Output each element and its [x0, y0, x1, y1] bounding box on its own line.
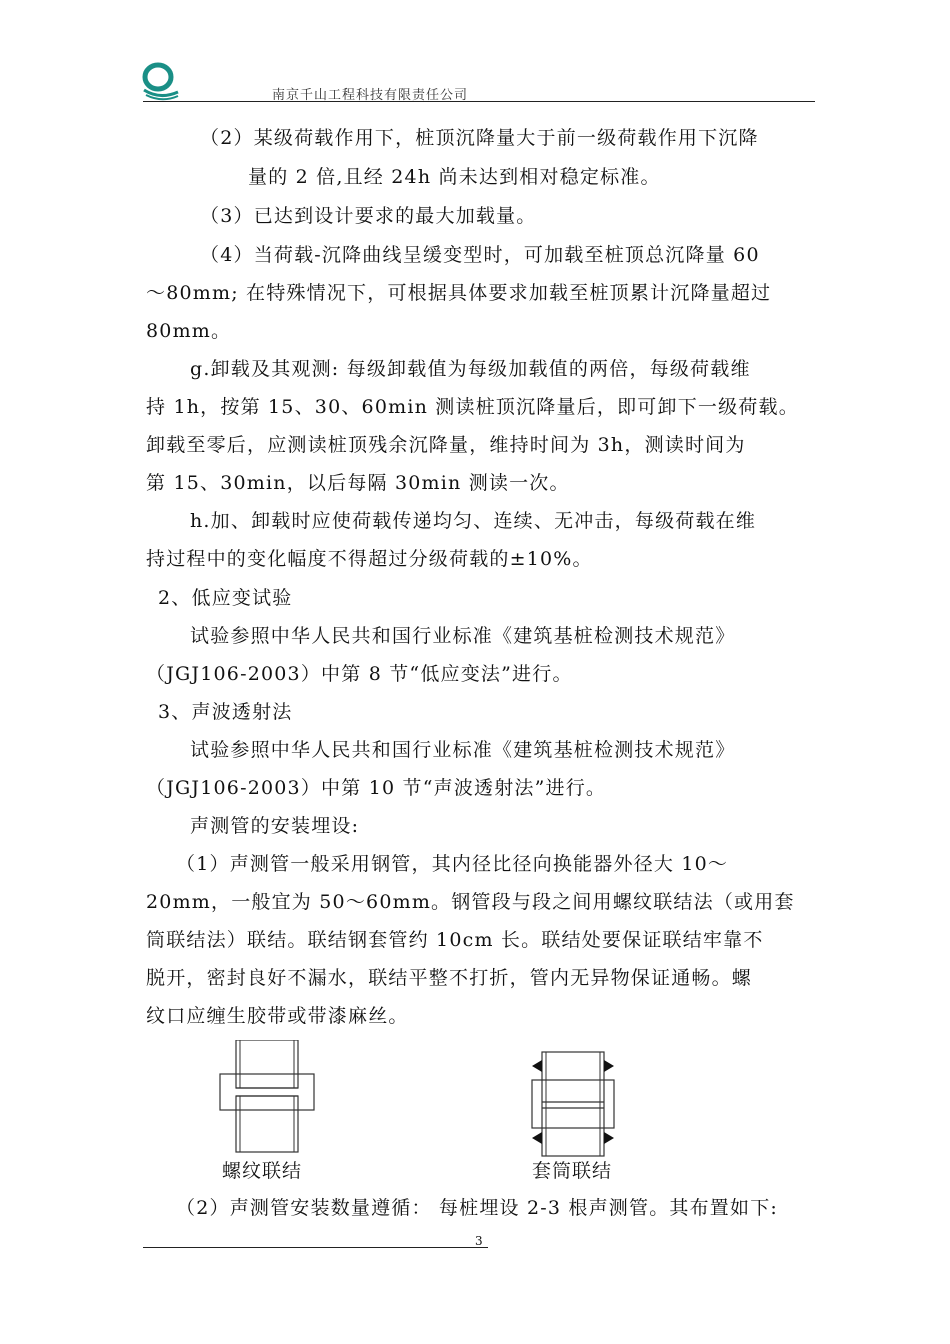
threaded-joint-label: 螺纹联结 [222, 1160, 303, 1182]
company-logo [140, 62, 180, 102]
body-line: （2）声测管安装数量遵循： 每桩埋设 2-3 根声测管。其布置如下: [176, 1197, 779, 1219]
page-number: 3 [475, 1234, 483, 1248]
body-line: 卸载至零后，应测读桩顶残余沉降量，维持时间为 3h，测读时间为 [146, 434, 746, 456]
body-line: （1）声测管一般采用钢管，其内径比径向换能器外径大 10～ [176, 853, 729, 875]
body-line: h.加、卸载时应使荷载传递均匀、连续、无冲击，每级荷载在维 [190, 510, 757, 532]
body-line: 80mm。 [146, 320, 232, 342]
body-line: ～80mm; 在特殊情况下，可根据具体要求加载至桩顶累计沉降量超过 [146, 282, 772, 304]
body-line: 量的 2 倍,且经 24h 尚未达到相对稳定标准。 [248, 166, 661, 188]
sleeve-joint-diagram [530, 1050, 620, 1160]
body-line: （3）已达到设计要求的最大加载量。 [200, 205, 537, 227]
body-line: （2）某级荷载作用下，桩顶沉降量大于前一级荷载作用下沉降 [200, 127, 759, 149]
body-line: 第 15、30min，以后每隔 30min 测读一次。 [146, 472, 570, 494]
body-line: 20mm，一般宜为 50～60mm。钢管段与段之间用螺纹联结法（或用套 [146, 891, 795, 913]
body-line: 声测管的安装埋设: [190, 815, 360, 837]
body-line: 脱开，密封良好不漏水，联结平整不打折，管内无异物保证通畅。螺 [146, 967, 753, 989]
threaded-joint-diagram [218, 1040, 328, 1155]
sleeve-joint-label: 套筒联结 [532, 1160, 613, 1182]
body-line: 持过程中的变化幅度不得超过分级荷载的±10%。 [146, 548, 593, 570]
footer-divider [143, 1247, 488, 1248]
company-name: 南京千山工程科技有限责任公司 [272, 88, 469, 103]
body-line: g.卸载及其观测: 每级卸载值为每级加载值的两倍，每级荷载维 [190, 358, 751, 380]
header-divider [143, 101, 815, 102]
body-line: 试验参照中华人民共和国行业标准《建筑基桩检测技术规范》 [190, 625, 736, 647]
section-heading: 3、声波透射法 [158, 701, 293, 723]
section-heading: 2、低应变试验 [158, 587, 293, 609]
body-line: 试验参照中华人民共和国行业标准《建筑基桩检测技术规范》 [190, 739, 736, 761]
body-line: （JGJ106-2003）中第 8 节“低应变法”进行。 [146, 663, 573, 685]
body-line: 持 1h，按第 15、30、60min 测读桩顶沉降量后，即可卸下一级荷载。 [146, 396, 799, 418]
body-line: 纹口应缠生胶带或带漆麻丝。 [146, 1005, 409, 1027]
body-line: （JGJ106-2003）中第 10 节“声波透射法”进行。 [146, 777, 607, 799]
body-line: 筒联结法）联结。联结钢套管约 10cm 长。联结处要保证联结牢靠不 [146, 929, 764, 951]
body-line: （4）当荷载-沉降曲线呈缓变型时，可加载至桩顶总沉降量 60 [200, 244, 760, 266]
